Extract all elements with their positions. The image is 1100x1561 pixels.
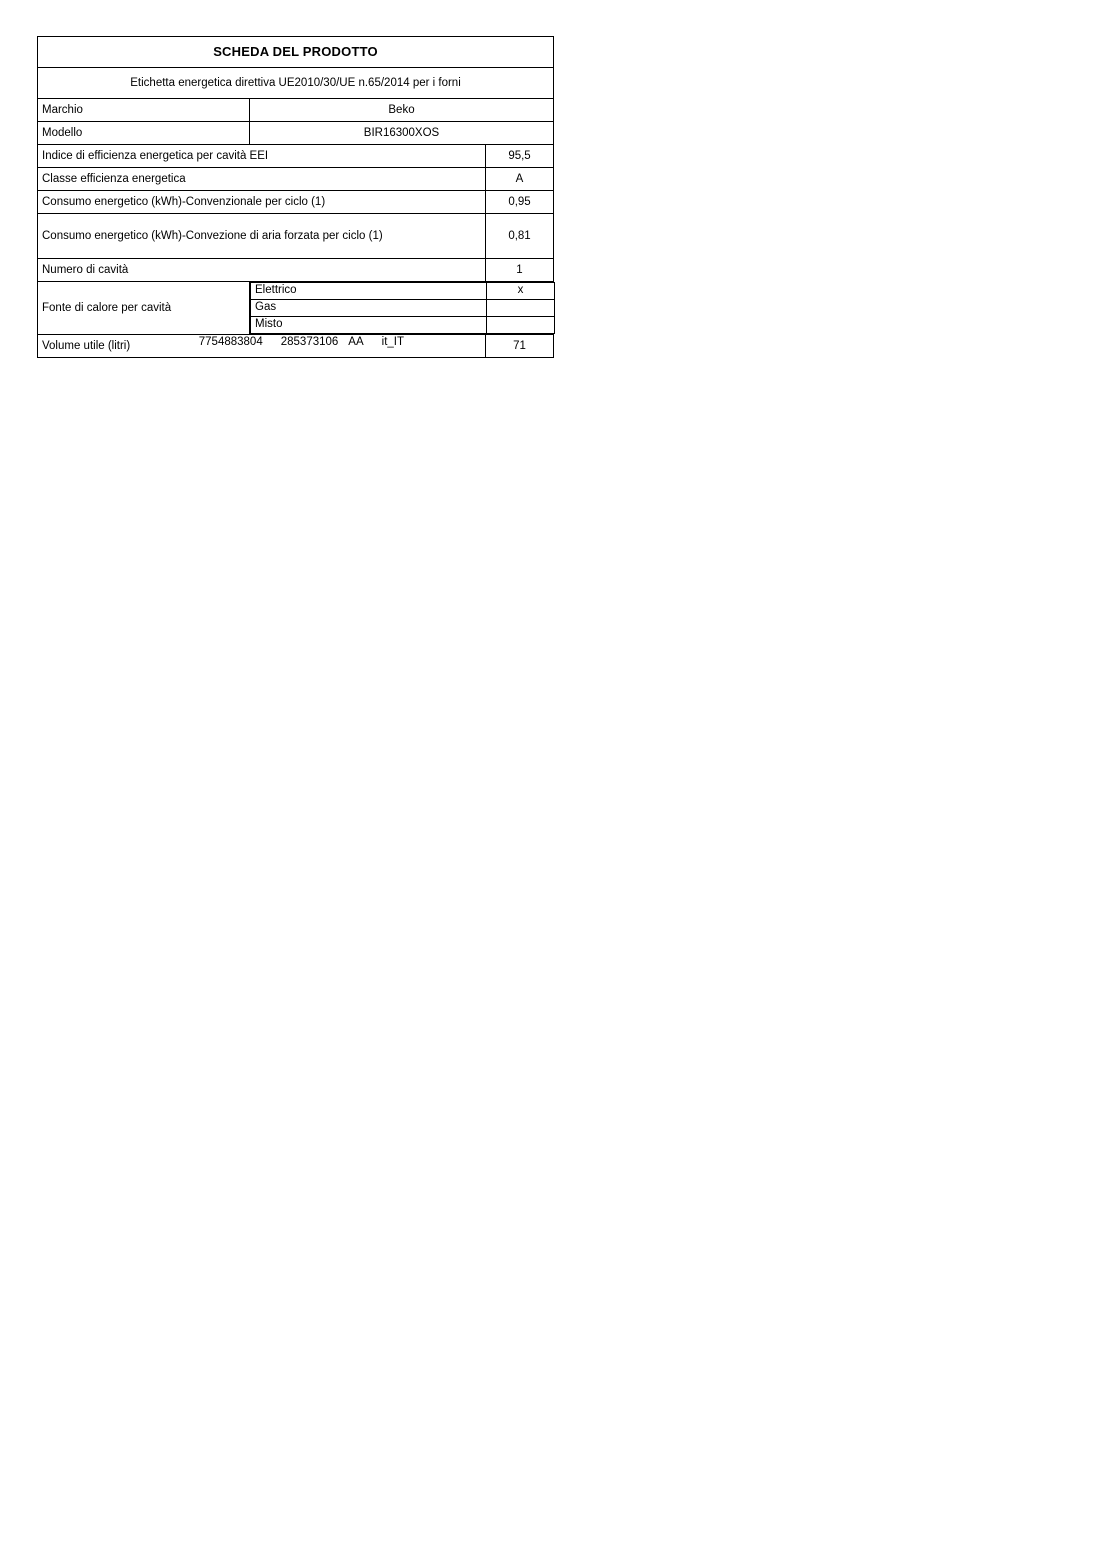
table-row-subtitle — [38, 68, 554, 99]
heat-source-label-misto: Misto — [251, 317, 487, 334]
row-label-eei: Indice di efficienza energetica per cavità EEI — [38, 145, 486, 168]
row-value-volume: 71 — [486, 335, 554, 358]
row-label-numero-cavita: Numero di cavità — [38, 259, 486, 282]
row-label-classe: Classe efficienza energetica — [38, 168, 486, 191]
row-label-consumo-convenzionale: Consumo energetico (kWh)-Convenzionale per ciclo (1) — [38, 191, 486, 214]
heat-source-label-elettrico: Elettrico — [251, 283, 487, 300]
table-row — [38, 214, 554, 259]
row-value-marchio: Beko — [250, 99, 554, 122]
footer-locale: it_IT — [381, 336, 405, 348]
table-row — [38, 145, 554, 168]
row-label-volume: Volume utile (litri) — [38, 335, 486, 358]
table-row — [38, 122, 554, 145]
row-value-numero-cavita: 1 — [486, 259, 554, 282]
row-label-marchio: Marchio — [38, 99, 250, 122]
row-value-consumo-convenzionale: 0,95 — [486, 191, 554, 214]
row-value-consumo-aria-forzata: 0,81 — [486, 214, 554, 259]
table-row — [38, 168, 554, 191]
footer-code-2: 285373106 — [280, 336, 339, 348]
document-subtitle: Etichetta energetica direttiva UE2010/30/UE n.65/2014 per i forni — [38, 68, 554, 99]
row-value-modello: BIR16300XOS — [250, 122, 554, 145]
row-label-fonte-calore: Fonte di calore per cavità — [38, 282, 250, 335]
heat-source-mark-elettrico: x — [487, 283, 555, 300]
document-title: SCHEDA DEL PRODOTTO — [38, 37, 554, 68]
footer-codes — [37, 324, 553, 360]
heat-source-mark-gas — [487, 300, 555, 317]
footer-revision: AA — [348, 336, 364, 348]
row-value-classe: A — [486, 168, 554, 191]
row-value-eei: 95,5 — [486, 145, 554, 168]
table-row — [38, 99, 554, 122]
heat-source-label-gas: Gas — [251, 300, 487, 317]
table-row-title — [38, 37, 554, 68]
heat-source-row — [251, 300, 555, 317]
row-label-consumo-aria-forzata: Consumo energetico (kWh)-Convezione di aria forzata per ciclo (1) — [38, 214, 486, 259]
row-label-modello: Modello — [38, 122, 250, 145]
product-card-table — [37, 36, 554, 358]
footer-code-1: 7754883804 — [198, 336, 263, 348]
product-card-sheet — [37, 36, 553, 358]
table-row — [38, 259, 554, 282]
table-row — [38, 191, 554, 214]
heat-source-row — [251, 283, 555, 300]
